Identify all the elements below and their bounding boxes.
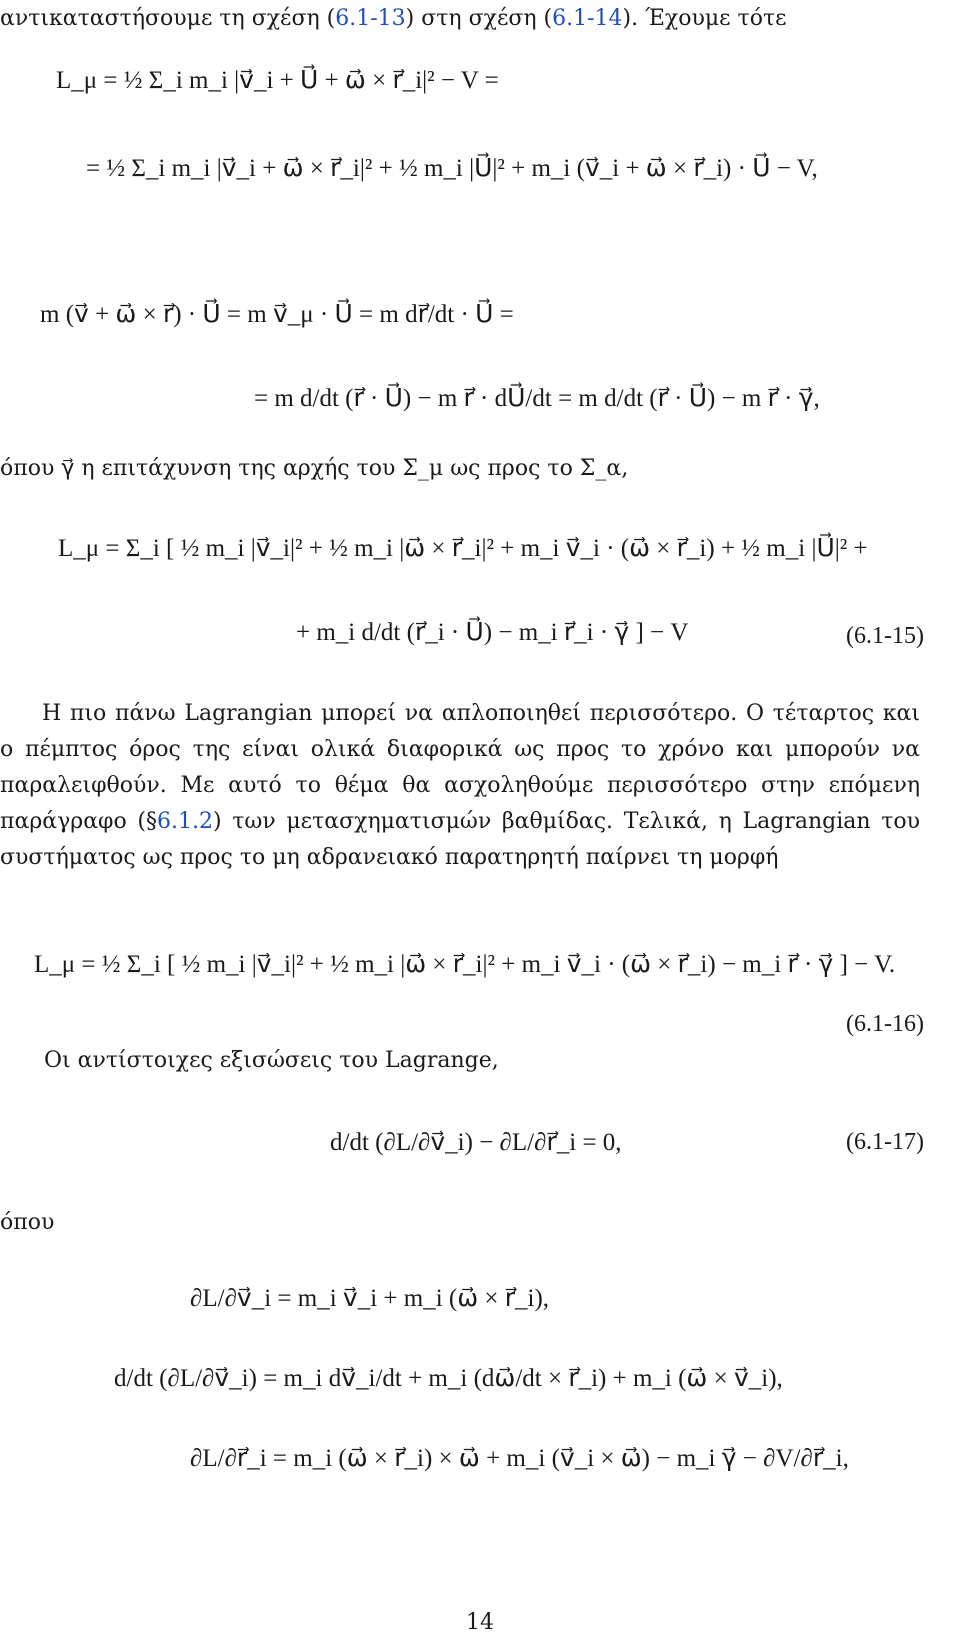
body-paragraph xyxy=(0,696,920,876)
equation-3-line-2: + m_i d/dt (r⃗_i · U⃗) − m_i r⃗_i · γ⃗ ] − V xyxy=(296,619,689,646)
equation-4-line: L_μ = ½ Σ_i [ ½ m_i |v⃗_i|² + ½ m_i |ω⃗ × r⃗_i|² + m_i v⃗_i · (ω⃗ × r⃗_i) − m_i r⃗ · γ⃗ ] − V. xyxy=(34,951,896,978)
equation-6-line-2: d/dt (∂L/∂v⃗_i) = m_i dv⃗_i/dt + m_i (dω⃗/dt × r⃗_i) + m_i (ω⃗ × v⃗_i), xyxy=(114,1365,783,1392)
gamma-definition: όπου γ⃗ η επιτάχυνση της αρχής του Σ_μ ως προς το Σ_α, xyxy=(0,456,629,481)
equation-ref-6-1-14[interactable]: 6.1-14 xyxy=(552,6,623,31)
equation-6-line-3: ∂L/∂r⃗_i = m_i (ω⃗ × r⃗_i) × ω⃗ + m_i (v⃗_i × ω⃗) − m_i γ⃗ − ∂V/∂r⃗_i, xyxy=(190,1445,849,1472)
equation-number-6-1-15: (6.1-15) xyxy=(846,623,924,649)
equation-3-line-1: L_μ = Σ_i [ ½ m_i |v⃗_i|² + ½ m_i |ω⃗ × r⃗_i|² + m_i v⃗_i · (ω⃗ × r⃗_i) + ½ m_i |U⃗|² + xyxy=(58,535,868,562)
paragraph-text-2: ) των μετασχηματισμών βαθμίδας. Τελικά, η Lagrangian του συστήματος ως προς το μη αδρανειακό παρατηρητή παίρνει τη μορφή xyxy=(0,809,920,870)
section-ref-6-1-2[interactable]: 6.1.2 xyxy=(156,809,213,834)
equation-2-line-2: = m d/dt (r⃗ · U⃗) − m r⃗ · dU⃗/dt = m d/dt (r⃗ · U⃗) − m r⃗ · γ⃗, xyxy=(254,385,820,412)
intro-after: ). Έχουμε τότε xyxy=(622,6,787,31)
equation-2-line-1: m (v⃗ + ω⃗ × r⃗) · U⃗ = m v⃗_μ · U⃗ = m dr⃗/dt · U⃗ = xyxy=(40,301,514,328)
equation-number-6-1-16: (6.1-16) xyxy=(846,1011,924,1037)
intro-line xyxy=(0,2,787,35)
equation-number-6-1-17: (6.1-17) xyxy=(846,1129,924,1155)
where-word: όπου xyxy=(0,1210,55,1235)
equation-1-line-1: L_μ = ½ Σ_i m_i |v⃗_i + U⃗ + ω⃗ × r⃗_i|² − V = xyxy=(56,67,499,94)
equation-ref-6-1-13[interactable]: 6.1-13 xyxy=(335,6,406,31)
page-number: 14 xyxy=(466,1610,494,1635)
intro-middle: ) στη σχέση ( xyxy=(405,6,553,31)
equation-1-line-2: = ½ Σ_i m_i |v⃗_i + ω⃗ × r⃗_i|² + ½ m_i |U⃗|² + m_i (v⃗_i + ω⃗ × r⃗_i) · U⃗ − V, xyxy=(86,155,818,182)
lagrange-intro: Οι αντίστοιχες εξισώσεις του Lagrange, xyxy=(44,1048,499,1073)
equation-5-line: d/dt (∂L/∂v⃗_i) − ∂L/∂r⃗_i = 0, xyxy=(330,1129,622,1156)
intro-before: αντικαταστήσουμε τη σχέση ( xyxy=(0,6,336,31)
paragraph-text-1: Η πιο πάνω Lagrangian μπορεί να απλοποιηθεί περισσότερο. Ο τέταρτος και ο πέμπτος όρος της είναι ολικά διαφορικά ως προς το χρόνο και μπορούν να παραλειφθούν. Με αυτό το θέμα θα ασχοληθούμε περισσότερο στην επόμενη παράγραφο (§ xyxy=(0,701,920,834)
equation-6-line-1: ∂L/∂v⃗_i = m_i v⃗_i + m_i (ω⃗ × r⃗_i), xyxy=(190,1285,550,1312)
